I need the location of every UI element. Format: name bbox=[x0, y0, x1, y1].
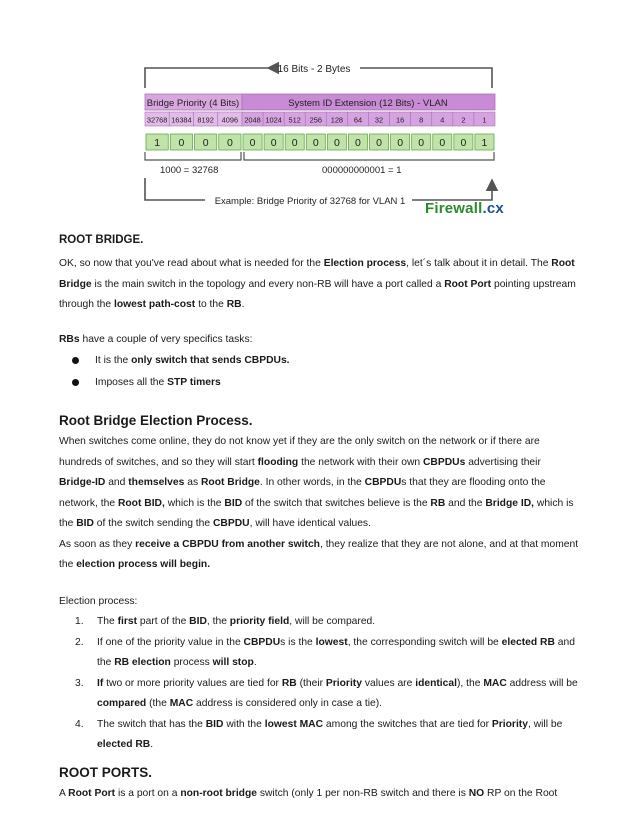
bit-weight-label: 256 bbox=[309, 115, 322, 125]
bit-value: 0 bbox=[397, 137, 404, 149]
bit-weight-label: 64 bbox=[353, 115, 363, 125]
bit-weight-label: 128 bbox=[330, 115, 344, 125]
election-steps-list bbox=[59, 612, 579, 756]
sysid-header-label: System ID Extension (12 Bits) - VLAN bbox=[288, 98, 448, 109]
bit-weight-label: 1024 bbox=[265, 115, 282, 125]
bit-value: 0 bbox=[270, 137, 277, 149]
header-label: 16 Bits - 2 Bytes bbox=[277, 64, 351, 75]
list-item: 2. If one of the priority value in the CBPDUs is the lowest, the corresponding switch will be elected RB and the RB election process will stop. bbox=[75, 636, 575, 668]
bit-value: 0 bbox=[460, 137, 467, 149]
bit-value: 0 bbox=[418, 137, 425, 149]
root-ports-paragraph-1: A Root Port is a port on a non-root bridge switch (only 1 per non-RB switch and there is NO RP on the Root bbox=[59, 787, 558, 799]
priority-underline bbox=[145, 152, 241, 160]
list-item: 3. If two or more priority values are tied for RB (their Priority values are identical), the MAC address will be compared (the MAC address is considered only in case a tie). bbox=[75, 677, 578, 709]
bits-row bbox=[146, 134, 494, 150]
bit-weight-label: 2048 bbox=[244, 115, 261, 125]
bit-weight-label: 2 bbox=[461, 115, 466, 125]
document-body bbox=[59, 230, 579, 804]
priority-equation: 1000 = 32768 bbox=[160, 165, 219, 176]
root-bridge-tasks-list bbox=[59, 350, 579, 394]
bit-value: 0 bbox=[439, 137, 446, 149]
list-item: 1. The first part of the BID, the priority field, will be compared. bbox=[75, 616, 376, 627]
bit-value: 0 bbox=[202, 137, 209, 149]
election-paragraph-2: As soon as they receive a CBPDU from another switch, they realize that they are not alone, and at that moment the election process will begin. bbox=[59, 538, 579, 570]
bit-value: 0 bbox=[291, 137, 298, 149]
bit-values-row bbox=[145, 112, 495, 126]
bridge-id-diagram-svg bbox=[0, 0, 638, 230]
example-bracket-right bbox=[412, 180, 492, 200]
list-item: It is the only switch that sends CBPDUs. bbox=[59, 350, 579, 372]
firewallcx-logo: Firewall.cx bbox=[425, 200, 504, 217]
priority-header-label: Bridge Priority (4 Bits) bbox=[146, 98, 240, 109]
bit-weight-label: 4 bbox=[440, 115, 445, 125]
bullet-icon bbox=[72, 357, 79, 364]
header-bracket-right bbox=[360, 68, 492, 88]
example-bracket-left bbox=[145, 178, 205, 200]
root-bridge-paragraph-1: OK, so now that you've read about what is needed for the Election process, let´s talk about it in detail. The Root Bridge is the main switch in the topology and every non-RB will have a port called a Root Port pointing upstream through the lowest path-cost to the RB. bbox=[59, 258, 576, 310]
bit-weight-label: 1 bbox=[482, 115, 487, 125]
bridge-id-diagram bbox=[0, 0, 638, 230]
bit-value: 0 bbox=[226, 137, 233, 149]
root-ports-heading: ROOT PORTS. bbox=[59, 764, 153, 780]
sysid-equation: 000000000001 = 1 bbox=[322, 165, 402, 176]
bullet-icon bbox=[72, 379, 79, 386]
bit-value: 0 bbox=[178, 137, 185, 149]
election-heading: Root Bridge Election Process. bbox=[59, 413, 253, 428]
bit-value: 0 bbox=[333, 137, 340, 149]
bit-value: 1 bbox=[481, 137, 488, 149]
bit-weight-label: 32768 bbox=[146, 115, 168, 125]
header-bracket-left bbox=[145, 68, 268, 88]
bit-value: 0 bbox=[312, 137, 319, 149]
example-label: Example: Bridge Priority of 32768 for VLAN 1 bbox=[214, 196, 406, 207]
root-bridge-paragraph-2: RBs have a couple of very specifics tasks: bbox=[59, 333, 253, 345]
election-paragraph-1: When switches come online, they do not know yet if they are the only switch on the network or if there are hundreds of switches, and so they will start flooding the network with their own CBPDUs advertising their Bridge-ID and themselves as Root Bridge. In other words, in the CBPDUs that they are flooding onto the network, the Root BID, which is the BID of the switch that switches believe is the RB and the Bridge ID, which is the BID of the switch sending the CBPDU, will have identical values. bbox=[59, 436, 574, 529]
bit-weight-label: 8192 bbox=[197, 115, 214, 125]
bit-value: 0 bbox=[249, 137, 256, 149]
bit-weight-label: 16 bbox=[396, 115, 405, 125]
root-bridge-heading: ROOT BRIDGE. bbox=[59, 234, 144, 246]
bit-weight-label: 32 bbox=[374, 115, 384, 125]
election-list-intro: Election process: bbox=[59, 595, 138, 607]
bit-value: 1 bbox=[154, 137, 161, 149]
bit-value: 0 bbox=[355, 137, 361, 149]
bit-weight-label: 512 bbox=[288, 115, 301, 125]
sysid-underline bbox=[244, 152, 494, 160]
list-item: Imposes all the STP timers bbox=[59, 372, 579, 394]
bit-weight-label: 4096 bbox=[221, 115, 239, 125]
list-item: 4. The switch that has the BID with the lowest MAC among the switches that are tied for Priority, will be elected RB. bbox=[75, 718, 563, 750]
bit-weight-label: 16384 bbox=[171, 115, 192, 125]
bit-weight-label: 8 bbox=[419, 115, 424, 125]
bit-value: 0 bbox=[376, 137, 382, 149]
